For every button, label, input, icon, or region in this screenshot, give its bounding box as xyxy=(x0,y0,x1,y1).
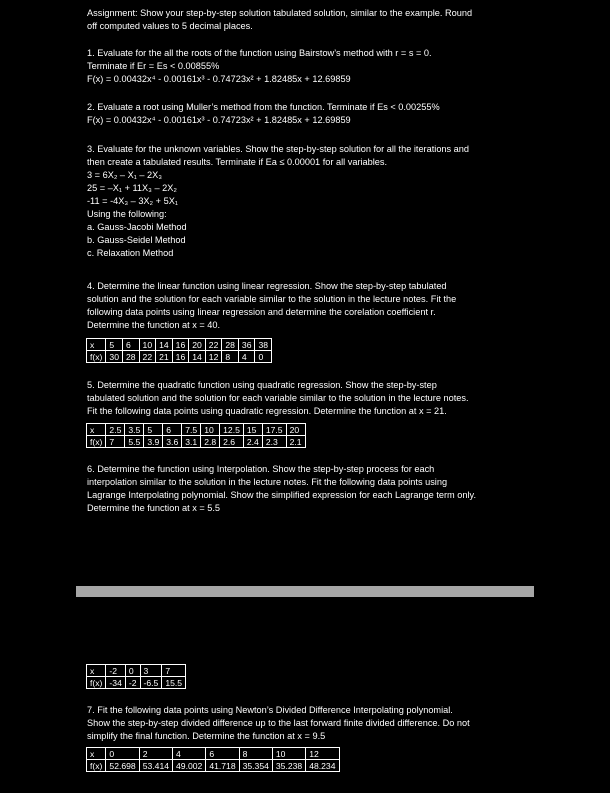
table-cell: 15.5 xyxy=(162,677,186,689)
table-cell: 0 xyxy=(255,351,272,363)
table-cell: 12 xyxy=(205,351,222,363)
text-line: 7. Fit the following data points using Newton’s Divided Difference Interpolating polynomial. xyxy=(87,705,453,715)
table-cell: 4 xyxy=(173,748,206,760)
table-cell: 21 xyxy=(156,351,173,363)
text-line: off computed values to 5 decimal places. xyxy=(87,21,253,31)
table-cell: 3.5 xyxy=(125,424,144,436)
table-cell: -2 xyxy=(106,665,125,677)
table-cell: -34 xyxy=(106,677,125,689)
table-cell: f(x) xyxy=(87,436,106,448)
table-cell: 10 xyxy=(272,748,305,760)
table-cell: 6 xyxy=(163,424,182,436)
data-table-q7 xyxy=(86,747,340,772)
table-cell: 12.5 xyxy=(220,424,244,436)
assignment-instructions xyxy=(87,7,527,33)
equation: -11 = -4X₃ – 3X₂ + 5X₁ xyxy=(87,196,178,206)
text-line: interpolation similar to the solution in the lecture notes. Fit the following data points using xyxy=(87,477,448,487)
table-cell: 2.5 xyxy=(106,424,125,436)
table-row xyxy=(87,748,340,760)
table-cell: -6.5 xyxy=(140,677,162,689)
table-cell: x xyxy=(87,748,106,760)
table-cell: 22 xyxy=(139,351,156,363)
table-cell: 49.002 xyxy=(173,760,206,772)
table-cell: 15 xyxy=(243,424,262,436)
data-table-q5 xyxy=(86,423,306,448)
text-line: Terminate if Er = Es < 0.00855% xyxy=(87,61,220,71)
table-cell: -2 xyxy=(125,677,140,689)
equation: F(x) = 0.00432x⁴ - 0.00161x³ - 0.74723x² + 1.82485x + 12.69859 xyxy=(87,74,351,84)
text-line: solution and the solution for each variable similar to the solution in the lecture notes. Fit the xyxy=(87,294,457,304)
table-cell: 16 xyxy=(172,351,189,363)
text-line: Determine the function at x = 5.5 xyxy=(87,503,221,513)
text-line: 4. Determine the linear function using linear regression. Show the step-by-step tabulated xyxy=(87,281,447,291)
data-table-q4 xyxy=(86,338,272,363)
equation: F(x) = 0.00432x⁴ - 0.00161x³ - 0.74723x² + 1.82485x + 12.69859 xyxy=(87,115,351,125)
table-cell: 3.9 xyxy=(144,436,163,448)
method-item: c. Relaxation Method xyxy=(87,248,174,258)
text-line: 3. Evaluate for the unknown variables. Show the step-by-step solution for all the iterations and xyxy=(87,144,470,154)
table-cell: 12 xyxy=(306,748,339,760)
table-cell: 14 xyxy=(156,339,173,351)
page-break-divider xyxy=(76,586,534,597)
table-cell: 28 xyxy=(122,351,139,363)
table-row xyxy=(87,665,186,677)
table-cell: 0 xyxy=(106,748,139,760)
table-cell: 52.698 xyxy=(106,760,139,772)
table-cell: x xyxy=(87,424,106,436)
document-page-2 xyxy=(76,597,534,793)
table-cell: x xyxy=(87,665,106,677)
table-cell: 6 xyxy=(122,339,139,351)
table-cell: 35.354 xyxy=(239,760,272,772)
table-cell: 3.6 xyxy=(163,436,182,448)
text-line: then create a tabulated results. Terminate if Ea ≤ 0.00001 for all variables. xyxy=(87,157,388,167)
table-cell: 3 xyxy=(140,665,162,677)
question-2 xyxy=(87,101,527,127)
table-cell: f(x) xyxy=(87,351,106,363)
table-cell: f(x) xyxy=(87,677,106,689)
table-cell: 2 xyxy=(139,748,172,760)
table-cell: 28 xyxy=(222,339,239,351)
question-7 xyxy=(87,704,527,743)
equation: 3 = 6X₂ – X₁ – 2X₃ xyxy=(87,170,163,180)
method-item: b. Gauss-Seidel Method xyxy=(87,235,186,245)
table-cell: 7 xyxy=(106,436,125,448)
question-5 xyxy=(87,379,527,418)
text-line: 5. Determine the quadratic function using quadratic regression. Show the step-by-step xyxy=(87,380,437,390)
table-cell: x xyxy=(87,339,106,351)
text-line: following data points using linear regression and determine the corelation coefficient r. xyxy=(87,307,436,317)
text-line: Lagrange Interpolating polynomial. Show the simplified expression for each Lagrange term only. xyxy=(87,490,476,500)
table-cell: 6 xyxy=(206,748,239,760)
table-cell: 16 xyxy=(172,339,189,351)
table-cell: 3.1 xyxy=(182,436,201,448)
table-cell: 35.238 xyxy=(272,760,305,772)
text-line: simplify the final function. Determine the function at x = 9.5 xyxy=(87,731,326,741)
table-cell: 8 xyxy=(239,748,272,760)
table-row xyxy=(87,760,340,772)
text-line: Assignment: Show your step-by-step solution tabulated solution, similar to the example. Round xyxy=(87,8,473,18)
table-cell: 0 xyxy=(125,665,140,677)
question-1 xyxy=(87,47,527,86)
table-cell: 2.4 xyxy=(243,436,262,448)
table-cell: 38 xyxy=(255,339,272,351)
table-cell: 5 xyxy=(144,424,163,436)
document-page-1 xyxy=(76,0,534,586)
question-4 xyxy=(87,280,527,332)
table-cell: 30 xyxy=(106,351,123,363)
table-row xyxy=(87,677,186,689)
table-cell: 20 xyxy=(189,339,206,351)
table-cell: 5.5 xyxy=(125,436,144,448)
question-3 xyxy=(87,143,527,260)
table-row xyxy=(87,351,272,363)
text-line: Using the following: xyxy=(87,209,167,219)
text-line: 6. Determine the function using Interpolation. Show the step-by-step process for each xyxy=(87,464,435,474)
table-cell: 53.414 xyxy=(139,760,172,772)
table-cell: 2.8 xyxy=(201,436,220,448)
table-cell: 41.718 xyxy=(206,760,239,772)
text-line: 2. Evaluate a root using Muller’s method from the function. Terminate if Es < 0.00255% xyxy=(87,102,440,112)
table-cell: f(x) xyxy=(87,760,106,772)
table-cell: 48.234 xyxy=(306,760,339,772)
table-cell: 17.5 xyxy=(262,424,286,436)
table-row xyxy=(87,436,306,448)
table-cell: 2.6 xyxy=(220,436,244,448)
table-row xyxy=(87,424,306,436)
table-cell: 10 xyxy=(139,339,156,351)
method-item: a. Gauss-Jacobi Method xyxy=(87,222,187,232)
table-row xyxy=(87,339,272,351)
text-line: 1. Evaluate for the all the roots of the function using Bairstow’s method with r = s = 0. xyxy=(87,48,432,58)
text-line: Show the step-by-step divided difference up to the last forward finite divided difference. Do not xyxy=(87,718,470,728)
table-cell: 20 xyxy=(286,424,305,436)
question-6 xyxy=(87,463,527,515)
table-cell: 14 xyxy=(189,351,206,363)
table-cell: 7 xyxy=(162,665,186,677)
table-cell: 2.3 xyxy=(262,436,286,448)
table-cell: 5 xyxy=(106,339,123,351)
table-cell: 36 xyxy=(238,339,255,351)
equation: 25 = –X₁ + 11X₃ – 2X₂ xyxy=(87,183,177,193)
text-line: tabulated solution and the solution for each variable similar to the solution in the lecture notes. xyxy=(87,393,469,403)
table-cell: 8 xyxy=(222,351,239,363)
data-table-q6 xyxy=(86,664,186,689)
table-cell: 2.1 xyxy=(286,436,305,448)
text-line: Determine the function at x = 40. xyxy=(87,320,221,330)
table-cell: 10 xyxy=(201,424,220,436)
text-line: Fit the following data points using quadratic regression. Determine the function at x = 21. xyxy=(87,406,447,416)
table-cell: 7.5 xyxy=(182,424,201,436)
table-cell: 22 xyxy=(205,339,222,351)
table-cell: 4 xyxy=(238,351,255,363)
